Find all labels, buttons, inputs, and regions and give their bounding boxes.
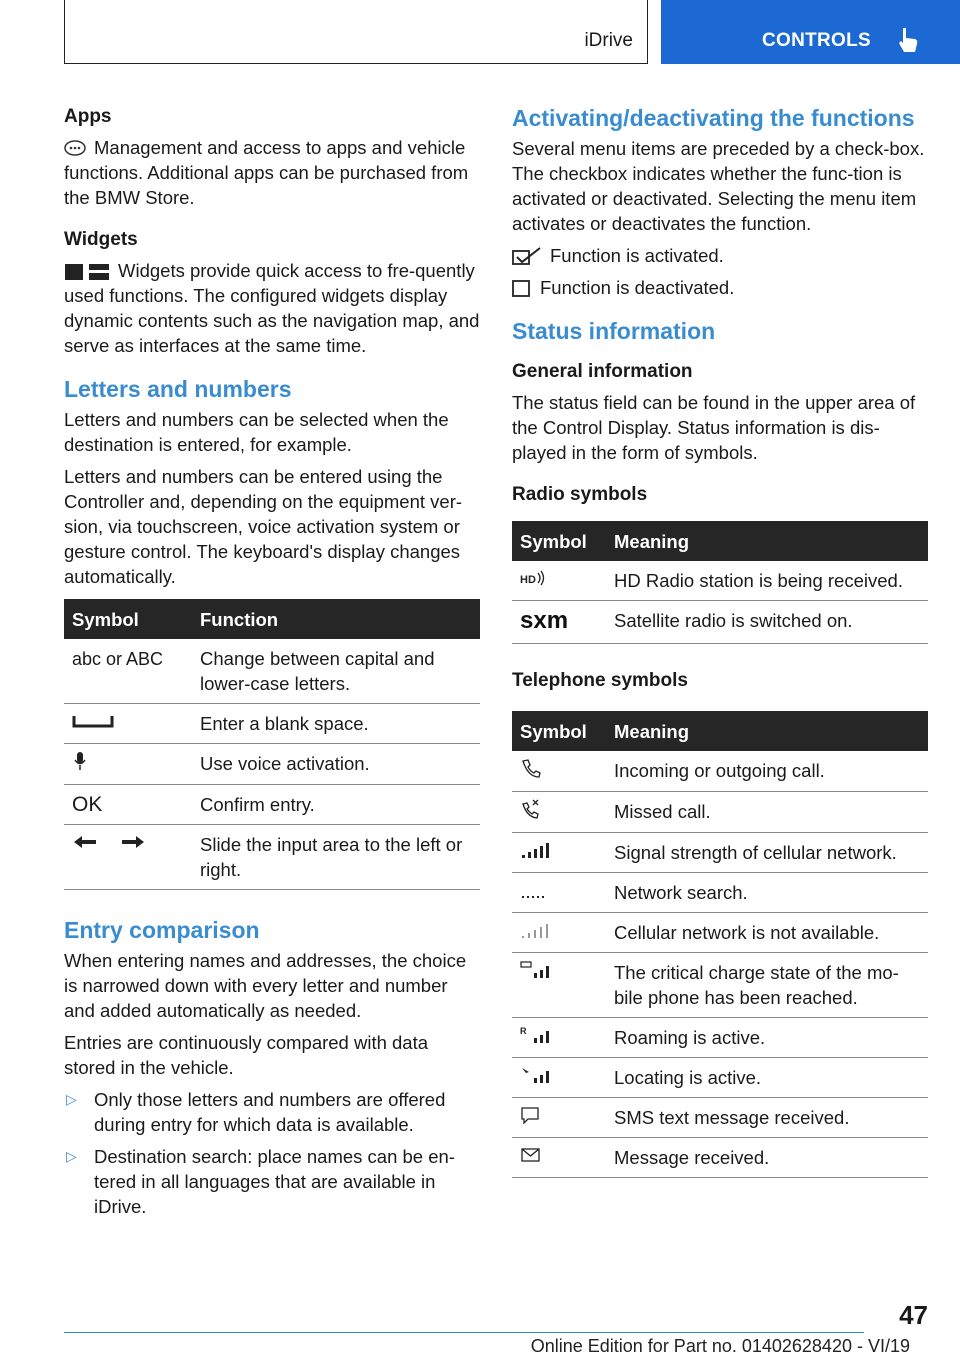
bullet-text: Only those letters and numbers are offered during entry for which data is available. — [94, 1089, 446, 1135]
table-cell: Cellular network is not available. — [606, 913, 928, 953]
right-column — [512, 104, 928, 1178]
letters-p1: Letters and numbers can be selected when the destination is entered, for example. — [64, 409, 449, 455]
header-section-box — [64, 0, 648, 64]
table-cell: Locating is active. — [606, 1058, 928, 1098]
table-row — [512, 792, 928, 833]
table-cell: Incoming or outgoing call. — [606, 751, 928, 792]
table-row — [512, 601, 928, 644]
triangle-bullet-icon: ▷ — [66, 1148, 77, 1164]
header-chapter-box — [661, 0, 960, 64]
telephone-table — [512, 711, 928, 1178]
table-cell: HD Radio station is being received. — [606, 561, 928, 601]
widgets-paragraph — [64, 258, 480, 358]
missed-call-icon — [520, 799, 542, 819]
table-cell: Confirm entry. — [192, 785, 480, 825]
table-cell: Enter a blank space. — [192, 704, 480, 744]
table-row — [64, 825, 480, 890]
mail-icon — [520, 1146, 542, 1164]
table-row — [512, 561, 928, 601]
table-cell: Signal strength of cellular network. — [606, 833, 928, 873]
entry-bullets — [64, 1087, 480, 1219]
svg-text:HD: HD — [520, 574, 536, 586]
table-header-meaning: Meaning — [606, 521, 928, 561]
table-row — [64, 639, 480, 704]
left-column — [64, 104, 480, 1226]
table-header-meaning: Meaning — [606, 711, 928, 751]
table-row — [512, 913, 928, 953]
table-row — [512, 1018, 928, 1058]
table-row — [64, 744, 480, 785]
table-row — [512, 1138, 928, 1178]
table-row — [64, 704, 480, 744]
battery-icon — [520, 961, 552, 979]
activated-text: Function is activated. — [550, 245, 724, 266]
telephone-heading: Telephone symbols — [512, 670, 688, 691]
letters-p2: Letters and numbers can be entered using the Controller and, depending on the equipment ver-sion, via touchscreen, voice activation system or gesture control. The keyboard's display changes automatically. — [64, 466, 463, 587]
deactivated-text: Function is deactivated. — [540, 277, 735, 298]
microphone-icon — [72, 751, 88, 771]
widgets-heading: Widgets — [64, 229, 138, 250]
apps-heading: Apps — [64, 106, 112, 127]
table-cell: Message received. — [606, 1138, 928, 1178]
table-row — [512, 833, 928, 873]
apps-text: Management and access to apps and vehicle functions. Additional apps can be purchased from the BMW Store. — [64, 137, 469, 208]
header-chapter: CONTROLS — [762, 30, 872, 51]
footer-divider — [64, 1332, 864, 1333]
widgets-text: Widgets provide quick access to fre-quently used functions. The configured widgets display dynamic contents such as the navigation map, and serve as interfaces at the same time. — [64, 260, 480, 356]
table-row — [512, 953, 928, 1018]
table-cell: The critical charge state of the mo-bile phone has been reached. — [606, 953, 928, 1018]
table-cell: Roaming is active. — [606, 1018, 928, 1058]
entry-p2: Entries are continuously compared with data stored in the vehicle. — [64, 1032, 429, 1078]
entry-p1: When entering names and addresses, the choice is narrowed down with every letter and number and added automatically as needed. — [64, 950, 467, 1021]
table-header-symbol: Symbol — [512, 521, 606, 561]
deactivated-line — [512, 275, 928, 300]
sms-icon — [520, 1106, 542, 1124]
general-heading: General information — [512, 361, 693, 382]
apps-paragraph — [64, 135, 480, 210]
table-row — [64, 785, 480, 825]
touch-hand-icon — [895, 26, 921, 54]
status-heading: Status information — [512, 318, 716, 344]
checkbox-checked-icon — [512, 247, 542, 265]
table-row — [512, 1058, 928, 1098]
table-cell: Slide the input area to the left or right. — [192, 825, 480, 890]
table-header-function: Function — [192, 599, 480, 639]
ok-symbol: OK — [72, 793, 103, 816]
radio-heading: Radio symbols — [512, 484, 648, 505]
bullet-text: Destination search: place names can be en-tered in all languages that are available in iDrive. — [94, 1146, 455, 1217]
activated-line — [512, 243, 928, 268]
table-cell: Change between capital and lower-case letters. — [192, 639, 480, 704]
table-header-symbol: Symbol — [64, 599, 192, 639]
general-text: The status field can be found in the upper area of the Control Display. Status information is dis-played in the form of symbols. — [512, 392, 916, 463]
abc-symbol — [64, 639, 192, 704]
entry-heading: Entry comparison — [64, 917, 260, 943]
table-row — [512, 751, 928, 792]
widgets-icon — [64, 262, 110, 280]
table-cell: Network search. — [606, 873, 928, 913]
network-search-icon — [520, 881, 550, 899]
roaming-icon — [520, 1026, 552, 1044]
activating-heading: Activating/deactivating the functions — [512, 105, 915, 131]
checkbox-empty-icon — [512, 279, 532, 297]
locating-icon — [520, 1066, 552, 1084]
triangle-bullet-icon: ▷ — [66, 1091, 77, 1107]
table-row — [512, 873, 928, 913]
table-cell: SMS text message received. — [606, 1098, 928, 1138]
table-header-symbol: Symbol — [512, 711, 606, 751]
svg-text:sxm: sxm — [520, 608, 569, 630]
page-number: 47 — [899, 1300, 928, 1330]
list-item — [64, 1087, 480, 1137]
table-row — [512, 1098, 928, 1138]
table-cell: Satellite radio is switched on. — [606, 601, 928, 644]
letters-heading: Letters and numbers — [64, 376, 292, 402]
no-network-icon — [520, 921, 552, 939]
activating-text: Several menu items are preceded by a check-box. The checkbox indicates whether the func-tion is activated or deactivated. Selecting the menu item activates or deactivates the function. — [512, 138, 925, 234]
list-item — [64, 1144, 480, 1219]
radio-table — [512, 521, 928, 644]
footer-edition: Online Edition for Part no. 01402628420 - VI/19 — [530, 1336, 910, 1356]
svg-text:R: R — [520, 1026, 527, 1036]
sxm-logo — [520, 608, 592, 630]
apps-icon — [64, 139, 86, 157]
table-cell: Missed call. — [606, 792, 928, 833]
signal-icon — [520, 841, 550, 859]
phone-icon — [520, 758, 542, 778]
header-section: iDrive — [584, 30, 633, 51]
space-icon — [72, 712, 114, 730]
letters-table — [64, 599, 480, 890]
hd-radio-icon — [520, 569, 546, 587]
table-cell: Use voice activation. — [192, 744, 480, 785]
arrows-icon — [72, 833, 146, 851]
abc-symbol-text: abc or ABC — [72, 649, 164, 669]
